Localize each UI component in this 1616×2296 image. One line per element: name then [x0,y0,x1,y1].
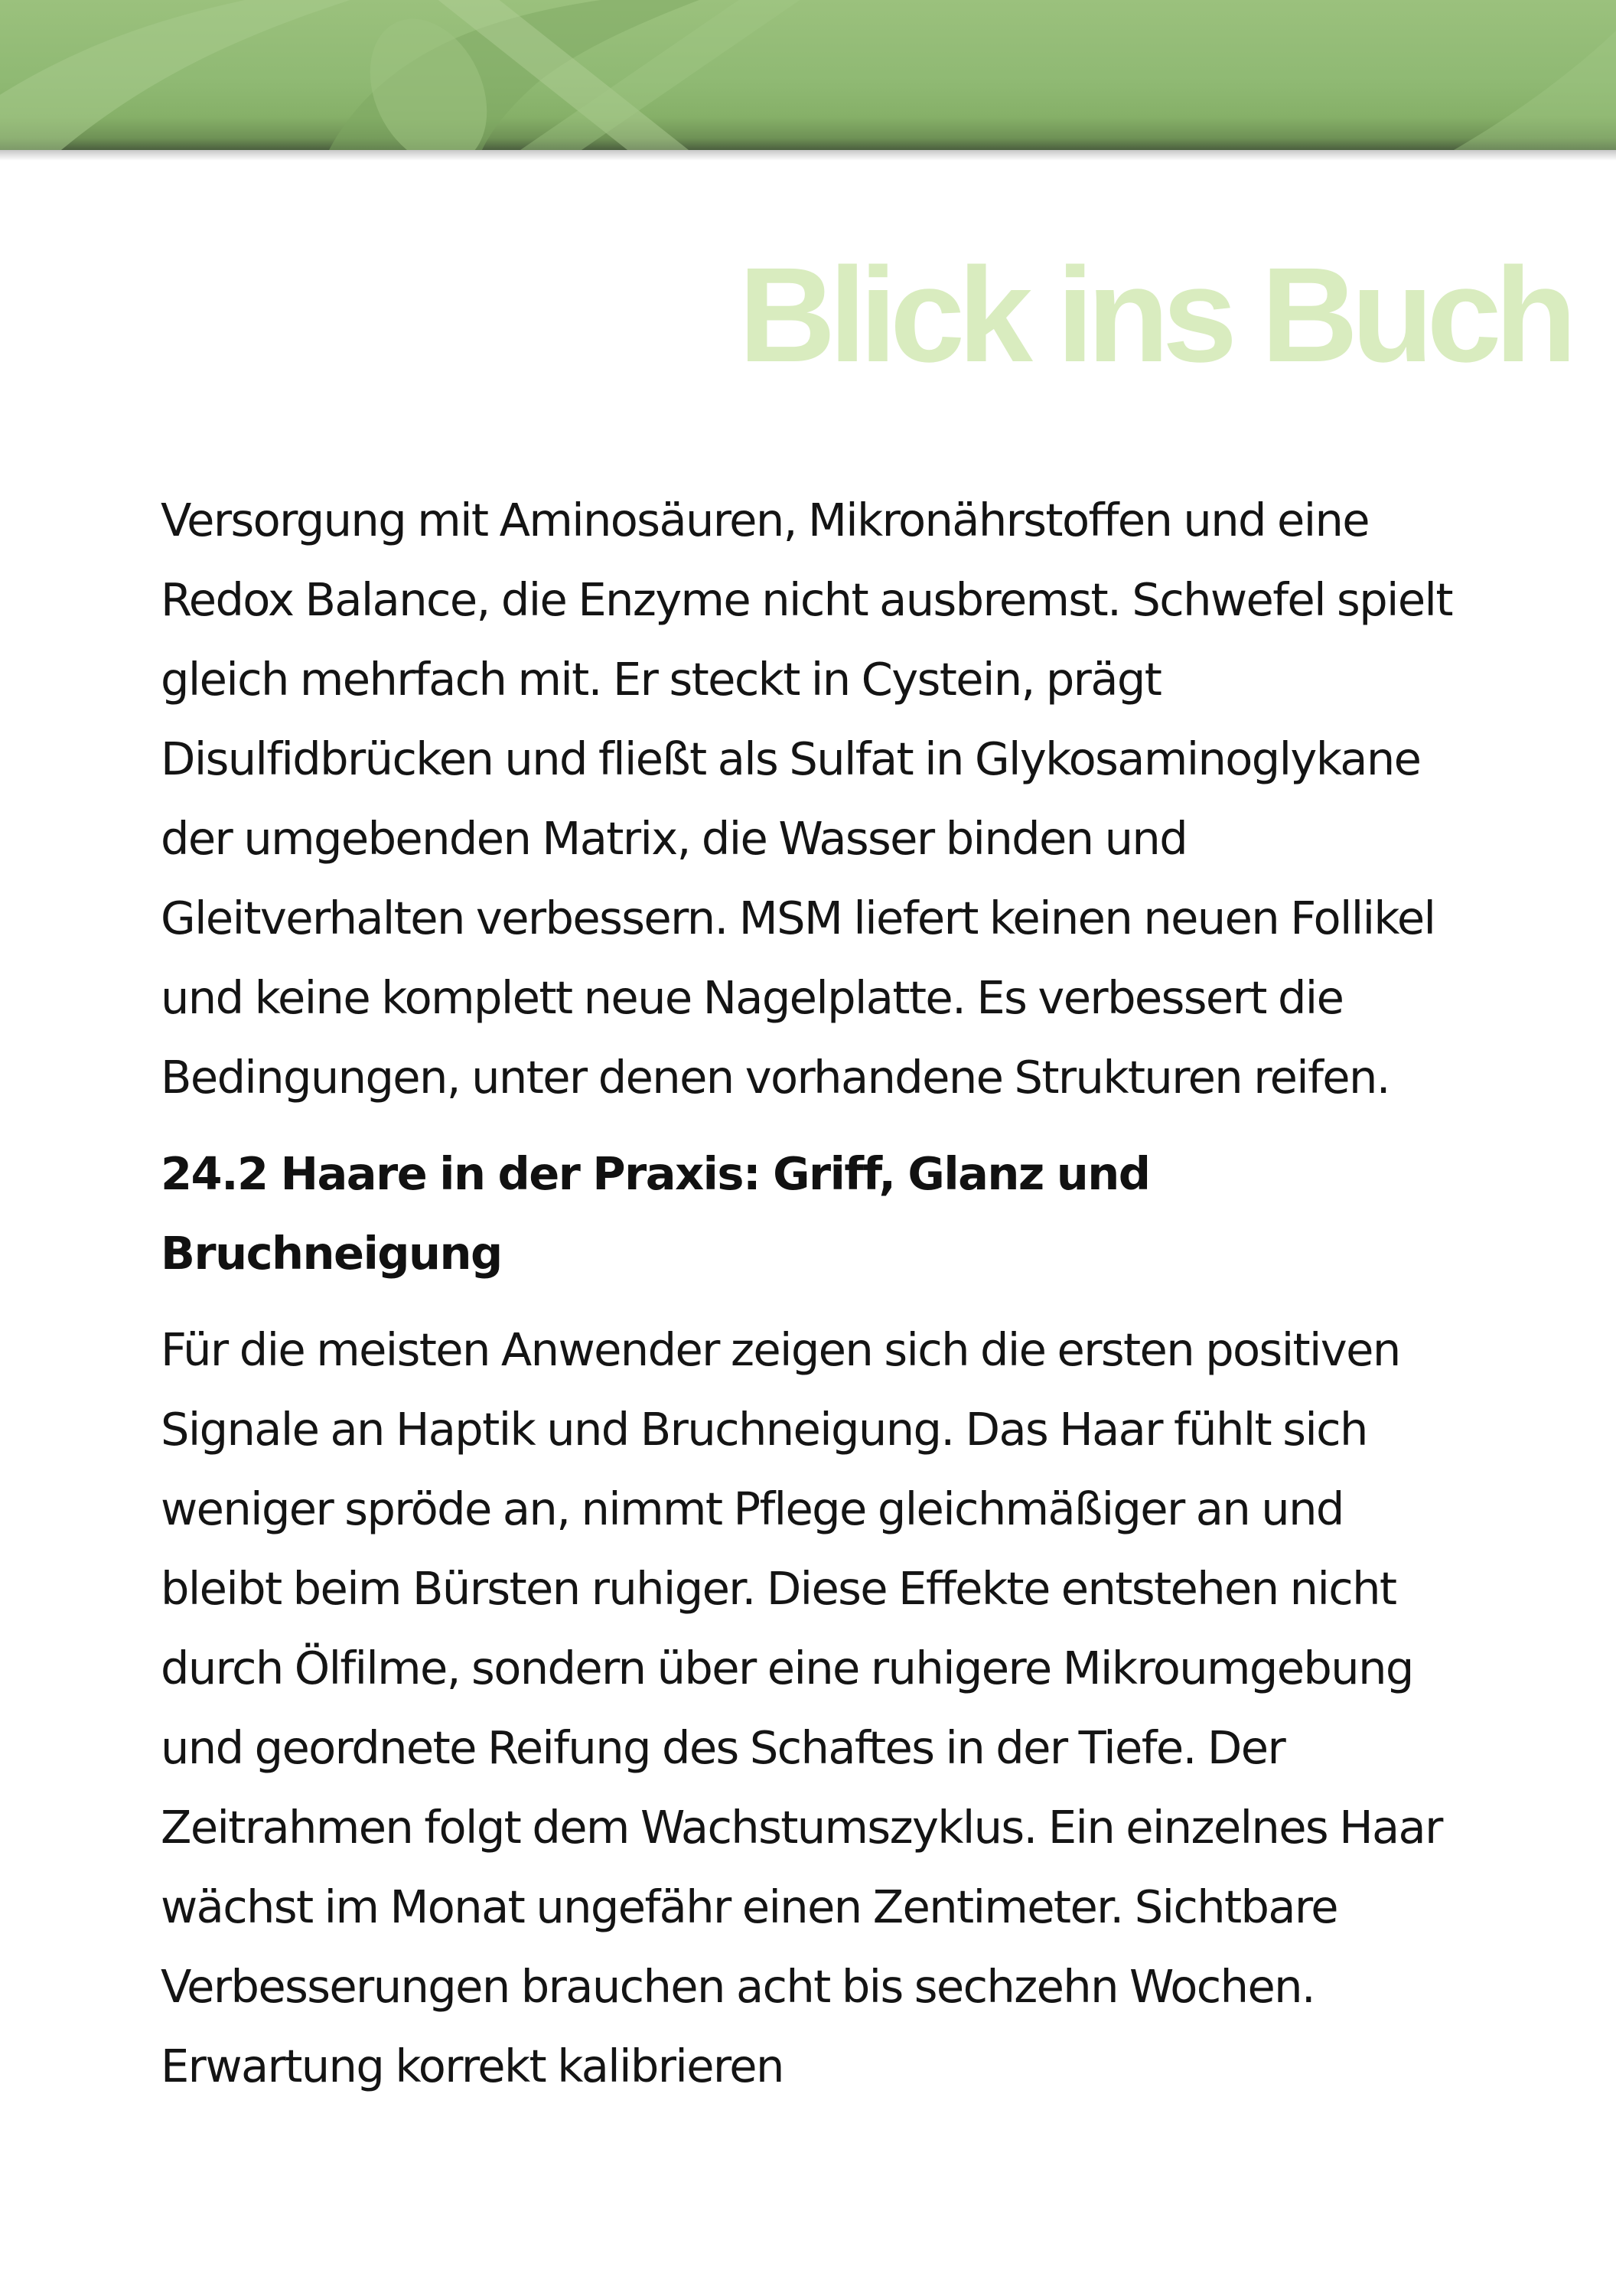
book-excerpt [161,481,1461,2106]
banner-pattern [0,0,1616,150]
page-title: Blick ins Buch [738,240,1570,390]
paragraph-hair-practice: Für die meisten Anwender zeigen sich die ersten positiven Signale an Haptik und Bruchneigung. Das Haar fühlt sich weniger spröde an, nimmt Pflege gleichmäßiger an und bleibt beim Bürsten ruhiger. Diese Effekte entstehen nicht durch Ölfilme, sondern über eine ruhigere Mikroumgebung und geordnete Reifung des Schaftes in der Tiefe. Der Zeitrahmen folgt dem Wachstumszyklus. Ein einzelnes Haar wächst im Monat ungefähr einen Zentimeter. Sichtbare Verbesserungen brauchen acht bis sechzehn Wochen. Erwartung korrekt kalibrieren [161,1323,1442,2092]
banner-shadow [0,150,1616,161]
banner-curve-left [0,0,398,150]
paragraph-msm-intro: Versorgung mit Aminosäuren, Mikronährstoffen und eine Redox Balance, die Enzyme nicht ausbremst. Schwefel spielt gleich mehrfach mit. Er steckt in Cystein, prägt Disulfidbrücken und fließt als Sulfat in Glykosaminoglykane der umgebenden Matrix, die Wasser binden und Gleitverhalten verbessern. MSM liefert keinen neuen Follikel und keine komplett neue Nagelplatte. Es verbessert die Bedingungen, unter denen vorhandene Strukturen reifen. [161,494,1452,1104]
section-heading: 24.2 Haare in der Praxis: Griff, Glanz und Bruchneigung [161,1147,1150,1280]
banner-curve-right [1454,31,1616,150]
header-banner [0,0,1616,150]
